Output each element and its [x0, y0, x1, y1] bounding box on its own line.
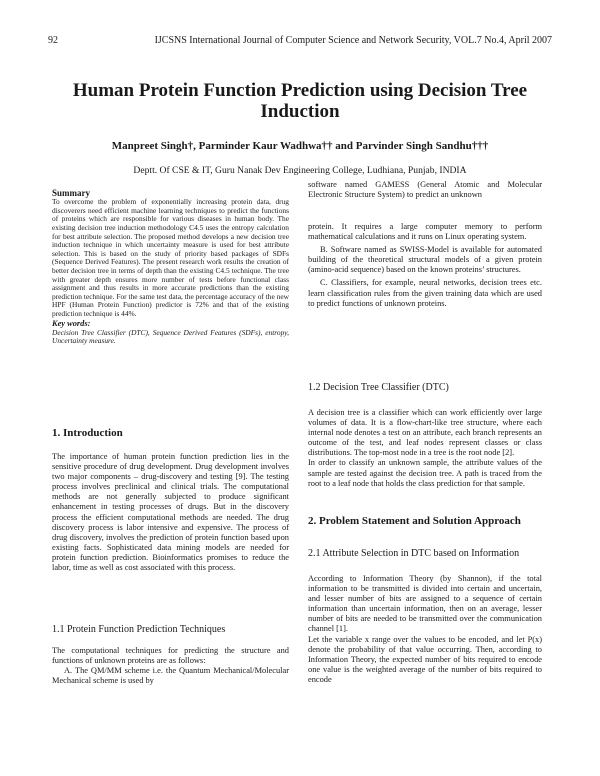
right-col-top [308, 180, 542, 200]
sub-2-1-heading-wrap [308, 549, 542, 559]
paper-title [40, 80, 560, 122]
sub-1-2-body [308, 408, 542, 489]
intro-paragraph: The importance of human protein function prediction lies in the sensitive procedure of drug development. Drug development involves two major components – drug-discovery and testing [9]. The testing process involves preclinical and clinical trials. The computational methods are not generally subjected to produce significant enhancement in testing processes of drugs. But in the discovery process the efficient computational methods are needed. The drug discovery process is labor intensive and expensive. The process of drug discovery, involves the prediction of protein function based upon existing facts. Sophisticated data mining models are needed for protein function prediction. Bioinformatics promises to reduce the labor, time as well as cost associated with this process. [52, 452, 289, 573]
sub-1-2-paragraph-2: In order to classify an unknown sample, the attribute values of the sample are tested against the decision tree. A path is traced from the root to a leaf node that holds the class prediction for that sample. [308, 458, 542, 488]
section-2-heading-wrap [308, 516, 542, 526]
intro-heading-wrap [52, 428, 289, 438]
sub-1-1-paragraph-1: The computational techniques for predicting the structure and functions of unknown proteins are as follows: [52, 646, 289, 666]
technique-c-paragraph: C. Classifiers, for example, neural networks, decision trees etc. learn classification rules from the given training data which are used to predict functions of unknown proteins. [308, 278, 542, 308]
sub-1-1-heading-wrap [52, 625, 289, 635]
sub-1-1-body [52, 646, 289, 686]
subsection-1-2-heading: 1.2 Decision Tree Classifier (DTC) [308, 382, 449, 393]
continuation-paragraph-2: protein. It requires a large computer memory to perform mathematical calculations and it runs on Linux operating system. [308, 222, 542, 242]
summary-heading: Summary [52, 188, 90, 198]
title-line-2: Induction [260, 101, 340, 122]
sub-1-2-paragraph-1: A decision tree is a classifier which can work efficiently over large volumes of data. It is a flow-chart-like tree structure, where each internal node denotes a test on an attribute, each branch represents an outcome of the test, and leaf nodes represent classes or class distributions. The top-most node in a tree is the root node [2]. [308, 408, 542, 458]
sub-1-1-paragraph-2: A. The QM/MM scheme i.e. the Quantum Mechanical/Molecular Mechanical scheme is used by [52, 666, 289, 686]
section-2-heading: 2. Problem Statement and Solution Approach [308, 515, 521, 527]
sub-2-1-paragraph-2: Let the variable x range over the values to be encoded, and let P(x) denote the probability of that value occurring. Then, according to Information Theory, the expected number of bits required to encode one value is the weighted average of the number of bits required to encode [308, 634, 542, 684]
affiliation: Deptt. Of CSE & IT, Guru Nanak Dev Engineering College, Ludhiana, Punjab, INDIA [133, 165, 467, 176]
continuation-paragraph: software named GAMESS (General Atomic and Molecular Electronic Structure System) to predict an unknown [308, 180, 542, 200]
right-col-body [308, 222, 542, 309]
title-line-1: Human Protein Function Prediction using Decision Tree [72, 80, 528, 101]
subsection-2-1-heading: 2.1 Attribute Selection in DTC based on Information [308, 548, 520, 559]
sub-2-1-body [308, 574, 542, 685]
authors: Manpreet Singh†, Parminder Kaur Wadhwa†† and Parvinder Singh Sandhu††† [111, 140, 489, 152]
keywords-text: Decision Tree Classifier (DTC), Sequence Derived Features (SDFs), entropy, Uncertainty measure. [52, 327, 289, 346]
section-1-heading: 1. Introduction [52, 427, 123, 439]
sub-1-2-heading-wrap [308, 383, 542, 393]
summary-text: To overcome the problem of exponentially increasing protein data, drug discoverers need efficient machine learning techniques to predict the functions of proteins which are responsible for various diseases in human body. The existing decision tree induction methodology C4.5 uses the entropy calculation for best attribute selection. The proposed method develops a new decision tree induction technique in which uncertainty measure is used for best attribute selection. This is based on the study of priority based packages of SDFs (Sequence Derived Features). The present research work results the creation of better decision tree in terms of depth than the existing C4.5 technique. The tree with greater depth ensures more number of tests before functional class assignment and thus results in more accurate predictions than the existing prediction technique. For the same test data, the percentage accuracy of the new HPF (Human Protein Function) predictor is 72% and that of the existing prediction technique is 44%. [52, 197, 289, 318]
sub-2-1-paragraph-1: According to Information Theory (by Shannon), if the total information to be transmitted is divided into certain and uncertain, and lesser number of bits are assigned to a sequence of certain information than uncertain information, then on an average, lesser number of bits are needed to be transmitted over the communication channel [1]. [308, 574, 542, 634]
journal-header: IJCSNS International Journal of Computer Science and Network Security, VOL.7 No.4, April 2007 [154, 35, 552, 46]
subsection-1-1-heading: 1.1 Protein Function Prediction Techniques [52, 624, 226, 635]
summary-block [52, 188, 289, 346]
intro-body [52, 452, 289, 573]
keywords-heading: Key words: [52, 318, 91, 328]
page-number: 92 [48, 35, 58, 46]
technique-b-paragraph: B. Software named as SWISS-Model is available for automated building of the theoretical structural models of a given protein (amino-acid sequence) based on the known proteins’ structures. [308, 245, 542, 275]
